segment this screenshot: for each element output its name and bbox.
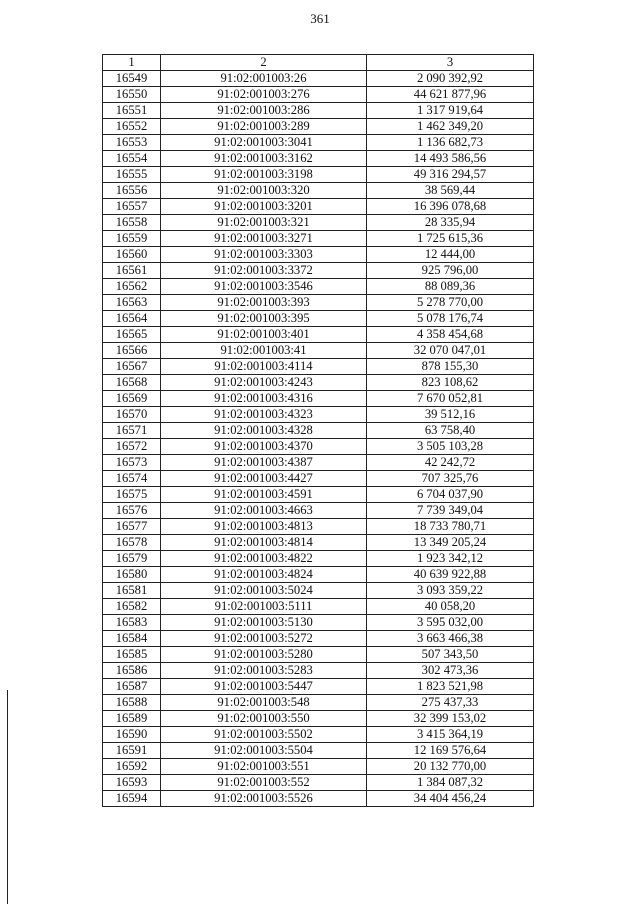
cadastral-number-cell: 91:02:001003:3303 (161, 247, 367, 263)
row-number-cell: 16585 (103, 647, 161, 663)
row-number-cell: 16554 (103, 151, 161, 167)
value-cell: 3 663 466,38 (367, 631, 534, 647)
value-cell: 4 358 454,68 (367, 327, 534, 343)
value-cell: 823 108,62 (367, 375, 534, 391)
cadastral-number-cell: 91:02:001003:5272 (161, 631, 367, 647)
value-cell: 1 462 349,20 (367, 119, 534, 135)
table-row (103, 103, 534, 119)
row-number-cell: 16561 (103, 263, 161, 279)
value-cell: 1 923 342,12 (367, 551, 534, 567)
row-number-cell: 16558 (103, 215, 161, 231)
cadastral-number-cell: 91:02:001003:3372 (161, 263, 367, 279)
row-number-cell: 16568 (103, 375, 161, 391)
row-number-cell: 16566 (103, 343, 161, 359)
column-header-2: 2 (161, 55, 367, 71)
table-row (103, 87, 534, 103)
value-cell: 3 415 364,19 (367, 727, 534, 743)
row-number-cell: 16578 (103, 535, 161, 551)
cadastral-number-cell: 91:02:001003:4824 (161, 567, 367, 583)
table-row (103, 599, 534, 615)
table-row (103, 263, 534, 279)
cadastral-number-cell: 91:02:001003:5504 (161, 743, 367, 759)
row-number-cell: 16594 (103, 791, 161, 807)
row-number-cell: 16557 (103, 199, 161, 215)
row-number-cell: 16574 (103, 471, 161, 487)
row-number-cell: 16549 (103, 71, 161, 87)
value-cell: 925 796,00 (367, 263, 534, 279)
row-number-cell: 16552 (103, 119, 161, 135)
value-cell: 1 136 682,73 (367, 135, 534, 151)
value-cell: 49 316 294,57 (367, 167, 534, 183)
row-number-cell: 16560 (103, 247, 161, 263)
table-row (103, 151, 534, 167)
value-cell: 40 639 922,88 (367, 567, 534, 583)
row-number-cell: 16551 (103, 103, 161, 119)
table-row (103, 183, 534, 199)
row-number-cell: 16593 (103, 775, 161, 791)
table-row (103, 615, 534, 631)
table-row (103, 295, 534, 311)
cadastral-number-cell: 91:02:001003:550 (161, 711, 367, 727)
cadastral-number-cell: 91:02:001003:3198 (161, 167, 367, 183)
row-number-cell: 16571 (103, 423, 161, 439)
value-cell: 5 278 770,00 (367, 295, 534, 311)
row-number-cell: 16569 (103, 391, 161, 407)
cadastral-number-cell: 91:02:001003:548 (161, 695, 367, 711)
cadastral-number-cell: 91:02:001003:4427 (161, 471, 367, 487)
cadastral-number-cell: 91:02:001003:552 (161, 775, 367, 791)
row-number-cell: 16587 (103, 679, 161, 695)
value-cell: 40 058,20 (367, 599, 534, 615)
table-row (103, 279, 534, 295)
table-row (103, 567, 534, 583)
row-number-cell: 16589 (103, 711, 161, 727)
cadastral-number-cell: 91:02:001003:4370 (161, 439, 367, 455)
cadastral-number-cell: 91:02:001003:5280 (161, 647, 367, 663)
value-cell: 12 169 576,64 (367, 743, 534, 759)
table-row (103, 535, 534, 551)
row-number-cell: 16579 (103, 551, 161, 567)
table-row (103, 487, 534, 503)
row-number-cell: 16572 (103, 439, 161, 455)
row-number-cell: 16556 (103, 183, 161, 199)
row-number-cell: 16562 (103, 279, 161, 295)
cadastral-number-cell: 91:02:001003:4328 (161, 423, 367, 439)
row-number-cell: 16559 (103, 231, 161, 247)
cadastral-number-cell: 91:02:001003:5130 (161, 615, 367, 631)
value-cell: 275 437,33 (367, 695, 534, 711)
column-header-1: 1 (103, 55, 161, 71)
table-row (103, 647, 534, 663)
row-number-cell: 16567 (103, 359, 161, 375)
cadastral-number-cell: 91:02:001003:3041 (161, 135, 367, 151)
value-cell: 34 404 456,24 (367, 791, 534, 807)
value-cell: 5 078 176,74 (367, 311, 534, 327)
cadastral-number-cell: 91:02:001003:4822 (161, 551, 367, 567)
table-row (103, 791, 534, 807)
column-header-3: 3 (367, 55, 534, 71)
row-number-cell: 16577 (103, 519, 161, 535)
value-cell: 7 670 052,81 (367, 391, 534, 407)
value-cell: 12 444,00 (367, 247, 534, 263)
row-number-cell: 16565 (103, 327, 161, 343)
cadastral-number-cell: 91:02:001003:393 (161, 295, 367, 311)
table-row (103, 327, 534, 343)
table-row (103, 519, 534, 535)
value-cell: 42 242,72 (367, 455, 534, 471)
value-cell: 707 325,76 (367, 471, 534, 487)
table-row (103, 375, 534, 391)
cadastral-number-cell: 91:02:001003:5502 (161, 727, 367, 743)
value-cell: 39 512,16 (367, 407, 534, 423)
cadastral-number-cell: 91:02:001003:5283 (161, 663, 367, 679)
value-cell: 28 335,94 (367, 215, 534, 231)
header-row (103, 55, 534, 71)
table-row (103, 423, 534, 439)
row-number-cell: 16575 (103, 487, 161, 503)
row-number-cell: 16573 (103, 455, 161, 471)
cadastral-number-cell: 91:02:001003:395 (161, 311, 367, 327)
table-row (103, 455, 534, 471)
registry-table (102, 54, 534, 807)
cadastral-number-cell: 91:02:001003:3162 (161, 151, 367, 167)
cadastral-number-cell: 91:02:001003:4243 (161, 375, 367, 391)
value-cell: 302 473,36 (367, 663, 534, 679)
table-row (103, 759, 534, 775)
table-row (103, 407, 534, 423)
table-row (103, 439, 534, 455)
table-row (103, 743, 534, 759)
table-row (103, 679, 534, 695)
value-cell: 878 155,30 (367, 359, 534, 375)
cadastral-number-cell: 91:02:001003:4813 (161, 519, 367, 535)
value-cell: 88 089,36 (367, 279, 534, 295)
table-row (103, 359, 534, 375)
table-row (103, 727, 534, 743)
cadastral-number-cell: 91:02:001003:286 (161, 103, 367, 119)
cadastral-number-cell: 91:02:001003:320 (161, 183, 367, 199)
row-number-cell: 16586 (103, 663, 161, 679)
value-cell: 1 384 087,32 (367, 775, 534, 791)
cadastral-number-cell: 91:02:001003:5526 (161, 791, 367, 807)
table-row (103, 631, 534, 647)
row-number-cell: 16563 (103, 295, 161, 311)
value-cell: 20 132 770,00 (367, 759, 534, 775)
value-cell: 13 349 205,24 (367, 535, 534, 551)
cadastral-number-cell: 91:02:001003:4591 (161, 487, 367, 503)
value-cell: 32 070 047,01 (367, 343, 534, 359)
table-row (103, 311, 534, 327)
table-row (103, 343, 534, 359)
cadastral-number-cell: 91:02:001003:4663 (161, 503, 367, 519)
cadastral-number-cell: 91:02:001003:4387 (161, 455, 367, 471)
table-row (103, 247, 534, 263)
table-row (103, 775, 534, 791)
table-row (103, 695, 534, 711)
table-row (103, 199, 534, 215)
value-cell: 14 493 586,56 (367, 151, 534, 167)
cadastral-number-cell: 91:02:001003:4316 (161, 391, 367, 407)
value-cell: 1 725 615,36 (367, 231, 534, 247)
table-row (103, 551, 534, 567)
table-row (103, 71, 534, 87)
value-cell: 7 739 349,04 (367, 503, 534, 519)
row-number-cell: 16564 (103, 311, 161, 327)
cadastral-number-cell: 91:02:001003:551 (161, 759, 367, 775)
cadastral-number-cell: 91:02:001003:4114 (161, 359, 367, 375)
table-row (103, 583, 534, 599)
cadastral-number-cell: 91:02:001003:26 (161, 71, 367, 87)
row-number-cell: 16590 (103, 727, 161, 743)
table-row (103, 215, 534, 231)
row-number-cell: 16588 (103, 695, 161, 711)
page-number: 361 (310, 11, 330, 26)
table-row (103, 135, 534, 151)
row-number-cell: 16592 (103, 759, 161, 775)
row-number-cell: 16553 (103, 135, 161, 151)
value-cell: 18 733 780,71 (367, 519, 534, 535)
value-cell: 1 823 521,98 (367, 679, 534, 695)
table-row (103, 711, 534, 727)
value-cell: 6 704 037,90 (367, 487, 534, 503)
cadastral-number-cell: 91:02:001003:401 (161, 327, 367, 343)
cadastral-number-cell: 91:02:001003:3201 (161, 199, 367, 215)
row-number-cell: 16580 (103, 567, 161, 583)
value-cell: 63 758,40 (367, 423, 534, 439)
row-number-cell: 16591 (103, 743, 161, 759)
value-cell: 3 505 103,28 (367, 439, 534, 455)
value-cell: 16 396 078,68 (367, 199, 534, 215)
cadastral-number-cell: 91:02:001003:3271 (161, 231, 367, 247)
cadastral-number-cell: 91:02:001003:4323 (161, 407, 367, 423)
value-cell: 3 093 359,22 (367, 583, 534, 599)
cadastral-number-cell: 91:02:001003:4814 (161, 535, 367, 551)
table-row (103, 167, 534, 183)
value-cell: 32 399 153,02 (367, 711, 534, 727)
cadastral-number-cell: 91:02:001003:276 (161, 87, 367, 103)
table-row (103, 471, 534, 487)
value-cell: 507 343,50 (367, 647, 534, 663)
value-cell: 1 317 919,64 (367, 103, 534, 119)
table-row (103, 119, 534, 135)
row-number-cell: 16583 (103, 615, 161, 631)
cadastral-number-cell: 91:02:001003:41 (161, 343, 367, 359)
cadastral-number-cell: 91:02:001003:3546 (161, 279, 367, 295)
row-number-cell: 16555 (103, 167, 161, 183)
table-row (103, 231, 534, 247)
table-body (103, 71, 534, 807)
row-number-cell: 16570 (103, 407, 161, 423)
value-cell: 38 569,44 (367, 183, 534, 199)
table-row (103, 503, 534, 519)
cadastral-number-cell: 91:02:001003:5447 (161, 679, 367, 695)
row-number-cell: 16584 (103, 631, 161, 647)
row-number-cell: 16581 (103, 583, 161, 599)
value-cell: 2 090 392,92 (367, 71, 534, 87)
row-number-cell: 16582 (103, 599, 161, 615)
value-cell: 44 621 877,96 (367, 87, 534, 103)
cadastral-number-cell: 91:02:001003:5111 (161, 599, 367, 615)
table-row (103, 391, 534, 407)
cadastral-number-cell: 91:02:001003:5024 (161, 583, 367, 599)
row-number-cell: 16576 (103, 503, 161, 519)
cadastral-number-cell: 91:02:001003:289 (161, 119, 367, 135)
row-number-cell: 16550 (103, 87, 161, 103)
cadastral-number-cell: 91:02:001003:321 (161, 215, 367, 231)
value-cell: 3 595 032,00 (367, 615, 534, 631)
table-row (103, 663, 534, 679)
scan-edge-line (7, 690, 8, 904)
